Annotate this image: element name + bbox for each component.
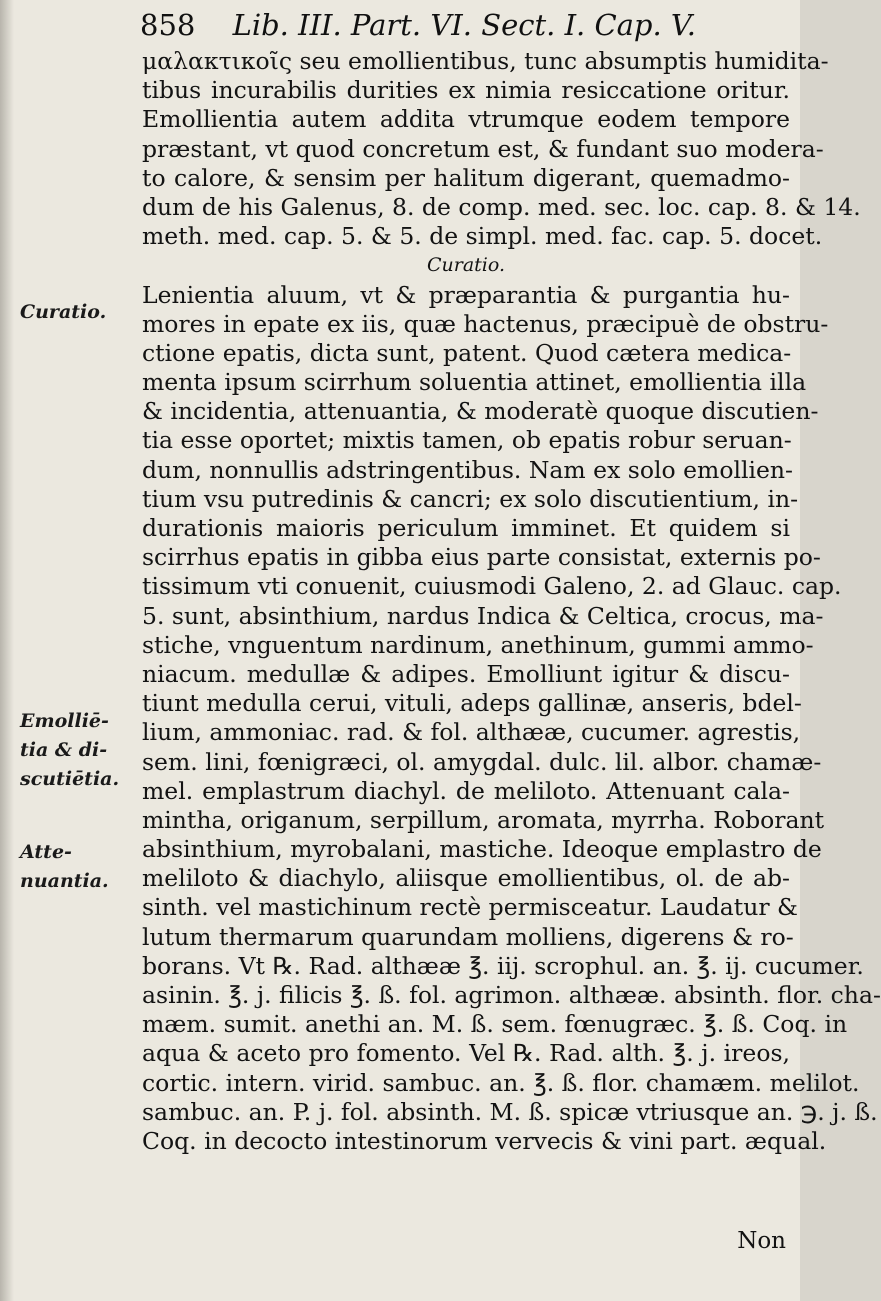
text-line: stiche, vnguentum nardinum, anethinum, gummi ammo- [142, 630, 814, 659]
text-line: asinin. ℥. j. filicis ℥. ß. fol. agrimon. althææ. absinth. flor. cha- [142, 981, 881, 1009]
margin-note-curatio: Curatio. [20, 301, 107, 323]
text-line: sinth. vel mastichinum rectè permisceatur. Laudatur & [142, 893, 798, 922]
page-edge-shadow [0, 0, 14, 1301]
text-line: præstant, vt quod concretum est, & fundant suo modera- [142, 134, 824, 163]
text-line: Lenientia aluum, vt & præparantia & purgantia hu- [142, 280, 790, 309]
margin-note-emollientia-1: Emolliē- [20, 710, 109, 732]
text-line: niacum. medullæ & adipes. Emolliunt igitur & discu- [142, 659, 790, 688]
text-line: lutum thermarum quarundam molliens, digerens & ro- [142, 922, 794, 951]
text-line: mintha, origanum, serpillum, aromata, myrrha. Roborant [142, 805, 825, 834]
text-line: sem. lini, fœnigræci, ol. amygdal. dulc. lil. albor. chamæ- [142, 747, 822, 776]
text-line: tibus incurabilis durities ex nimia resiccatione oritur. [142, 76, 790, 105]
text-line: dum, nonnullis adstringentibus. Nam ex solo emollien- [142, 455, 794, 484]
catchword: Non [737, 1228, 786, 1254]
text-line: tia esse oportet; mixtis tamen, ob epatis robur seruan- [142, 426, 792, 455]
text-line: menta ipsum scirrhum soluentia attinet, emollientia illa [142, 368, 807, 397]
text-line: absinthium, myrobalani, mastiche. Ideoque emplastro de [142, 835, 822, 864]
text-line: to calore, & sensim per halitum digerant, quemadmo- [142, 163, 790, 192]
text-line: μαλακτικοῖς seu emollientibus, tunc absumptis humidita- [142, 47, 829, 75]
section-heading: Curatio. [426, 254, 506, 277]
text-line: borans. Vt ℞. Rad. althææ ℥. iij. scrophul. an. ℥. ij. cucumer. [142, 951, 864, 980]
page-number: 858 [140, 8, 196, 42]
text-line: & incidentia, attenuantia, & moderatè quoque discutien- [142, 397, 819, 426]
text-line: durationis maioris periculum imminet. Et quidem si [142, 514, 790, 542]
text-line: mel. emplastrum diachyl. de meliloto. Attenuant cala- [142, 776, 790, 805]
text-line: mores in epate ex iis, quæ hactenus, præcipuè de obstru- [142, 309, 829, 338]
margin-note-emollientia-3: scutiētia. [20, 768, 120, 790]
text-line: dum de his Galenus, 8. de comp. med. sec. loc. cap. 8. & 14. [142, 192, 861, 221]
body-text [142, 47, 881, 1156]
text-line: aqua & aceto pro fomento. Vel ℞. Rad. alth. ℥. j. ireos, [142, 1039, 790, 1068]
margin-note-attenuantia-2: nuantia. [20, 870, 109, 892]
text-line: Emollientia autem addita vtrumque eodem tempore [142, 105, 790, 134]
text-line: scirrhus epatis in gibba eius parte consistat, externis po- [142, 543, 821, 572]
text-line: meliloto & diachylo, aliisque emollientibus, ol. de ab- [142, 864, 790, 893]
text-line: mæm. sumit. anethi an. M. ß. sem. fœnugræc. ℥. ß. Coq. in [142, 1010, 848, 1039]
margin-note-emollientia-2: tia & di- [20, 739, 108, 761]
margin-note-attenuantia-1: Atte- [20, 841, 72, 863]
text-line: cortic. intern. virid. sambuc. an. ℥. ß. flor. chamæm. melilot. [142, 1068, 860, 1097]
text-line: sambuc. an. P. j. fol. absinth. M. ß. spicæ vtriusque an. ℈. j. ß. [142, 1097, 878, 1126]
text-line: meth. med. cap. 5. & 5. de simpl. med. fac. cap. 5. docet. [142, 222, 823, 251]
running-header [140, 8, 780, 44]
text-line: tissimum vti conuenit, cuiusmodi Galeno, 2. ad Glauc. cap. [142, 572, 842, 601]
text-line: Coq. in decocto intestinorum vervecis & vini part. æqual. [142, 1126, 827, 1155]
running-title: Lib. III. Part. VI. Sect. I. Cap. V. [232, 8, 697, 42]
text-line: ctione epatis, dicta sunt, patent. Quod cætera medica- [142, 338, 792, 367]
text-line: tium vsu putredinis & cancri; ex solo discutientium, in- [142, 484, 799, 513]
text-line: tiunt medulla cerui, vituli, adeps gallinæ, anseris, bdel- [142, 689, 802, 718]
text-line: 5. sunt, absinthium, nardus Indica & Celtica, crocus, ma- [142, 601, 824, 630]
text-line: lium, ammoniac. rad. & fol. althææ, cucumer. agrestis, [142, 718, 801, 747]
